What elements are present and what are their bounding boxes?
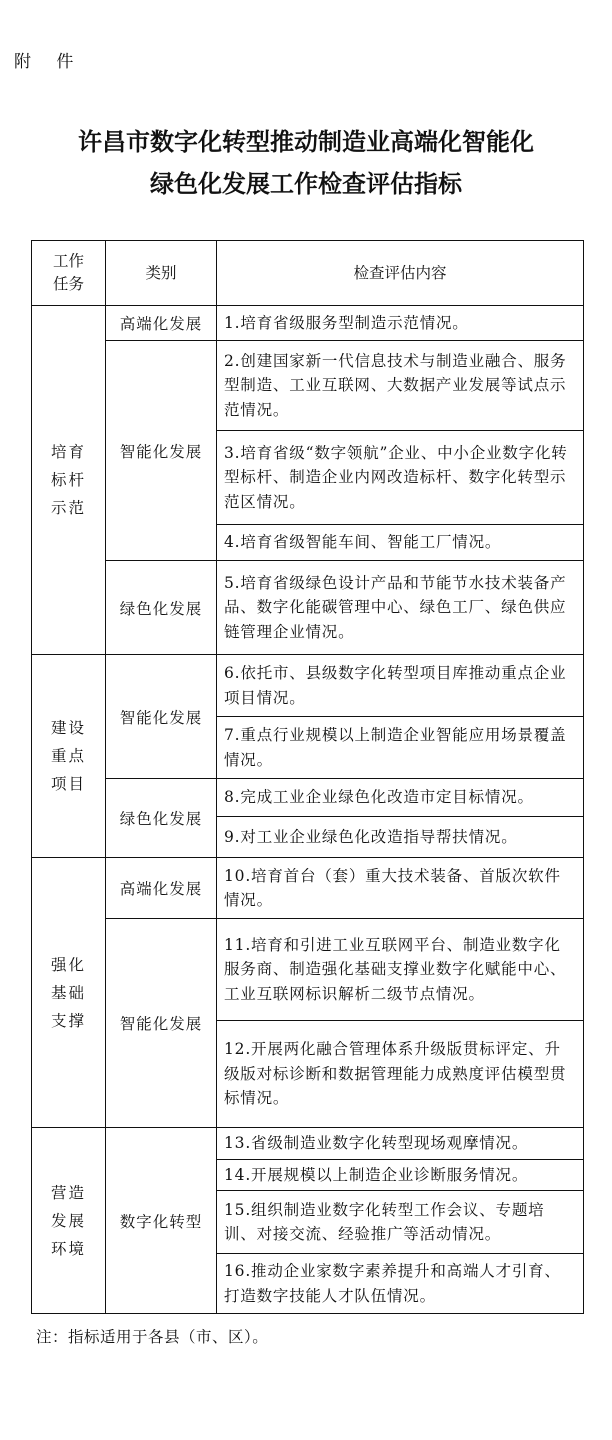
content-cell: 3.培育省级“数字领航”企业、中小企业数字化转型标杆、制造企业内网改造标杆、数字化转型示范区情况。 <box>217 431 584 525</box>
content-cell: 15.组织制造业数字化转型工作会议、专题培训、对接交流、经验推广等活动情况。 <box>217 1191 584 1254</box>
table-row <box>32 306 584 341</box>
content-cell: 13.省级制造业数字化转型现场观摩情况。 <box>217 1128 584 1160</box>
document-title-line-2: 绿色化发展工作检查评估指标 <box>150 170 462 198</box>
table-row <box>32 341 584 431</box>
content-cell: 14.开展规模以上制造企业诊断服务情况。 <box>217 1159 584 1191</box>
table-row <box>32 919 584 1021</box>
content-cell: 2.创建国家新一代信息技术与制造业融合、服务型制造、工业互联网、大数据产业发展等试点示范情况。 <box>217 341 584 431</box>
task-cell: 培育 标杆 示范 <box>32 306 106 655</box>
content-cell: 11.培育和引进工业互联网平台、制造业数字化服务商、制造强化基础支撑业数字化赋能中心、工业互联网标识解析二级节点情况。 <box>217 919 584 1021</box>
header-row <box>32 241 584 306</box>
task-cell: 强化 基础 支撑 <box>32 858 106 1128</box>
category-cell: 高端化发展 <box>106 306 217 341</box>
content-cell: 10.培育首台（套）重大技术装备、首版次软件情况。 <box>217 858 584 919</box>
content-cell: 16.推动企业家数字素养提升和高端人才引育、打造数字技能人才队伍情况。 <box>217 1254 584 1314</box>
category-cell: 数字化转型 <box>106 1128 217 1314</box>
header-task: 工作 任务 <box>32 241 106 306</box>
attachment-label: 附 件 <box>14 52 84 72</box>
content-cell: 8.完成工业企业绿色化改造市定目标情况。 <box>217 779 584 817</box>
category-cell: 智能化发展 <box>106 919 217 1128</box>
content-cell: 6.依托市、县级数字化转型项目库推动重点企业项目情况。 <box>217 655 584 717</box>
category-cell: 智能化发展 <box>106 341 217 561</box>
content-cell: 1.培育省级服务型制造示范情况。 <box>217 306 584 341</box>
content-cell: 7.重点行业规模以上制造企业智能应用场景覆盖情况。 <box>217 717 584 779</box>
content-cell: 12.开展两化融合管理体系升级版贯标评定、升级版对标诊断和数据管理能力成熟度评估模型贯标情况。 <box>217 1021 584 1128</box>
content-cell: 4.培育省级智能车间、智能工厂情况。 <box>217 525 584 561</box>
content-cell: 5.培育省级绿色设计产品和节能节水技术装备产品、数字化能碳管理中心、绿色工厂、绿色供应链管理企业情况。 <box>217 561 584 655</box>
task-cell: 营造 发展 环境 <box>32 1128 106 1314</box>
document-title-line-1: 许昌市数字化转型推动制造业高端化智能化 <box>78 128 534 156</box>
table-row <box>32 1128 584 1160</box>
category-cell: 高端化发展 <box>106 858 217 919</box>
content-cell: 9.对工业企业绿色化改造指导帮扶情况。 <box>217 817 584 858</box>
category-cell: 绿色化发展 <box>106 561 217 655</box>
header-category: 类别 <box>106 241 217 306</box>
table-row <box>32 561 584 655</box>
evaluation-table <box>31 240 584 1314</box>
table-row <box>32 779 584 817</box>
footnote: 注：指标适用于各县（市、区）。 <box>36 1328 269 1346</box>
table-row <box>32 655 584 717</box>
header-content: 检查评估内容 <box>217 241 584 306</box>
category-cell: 绿色化发展 <box>106 779 217 858</box>
table-row <box>32 858 584 919</box>
task-cell: 建设 重点 项目 <box>32 655 106 858</box>
category-cell: 智能化发展 <box>106 655 217 779</box>
